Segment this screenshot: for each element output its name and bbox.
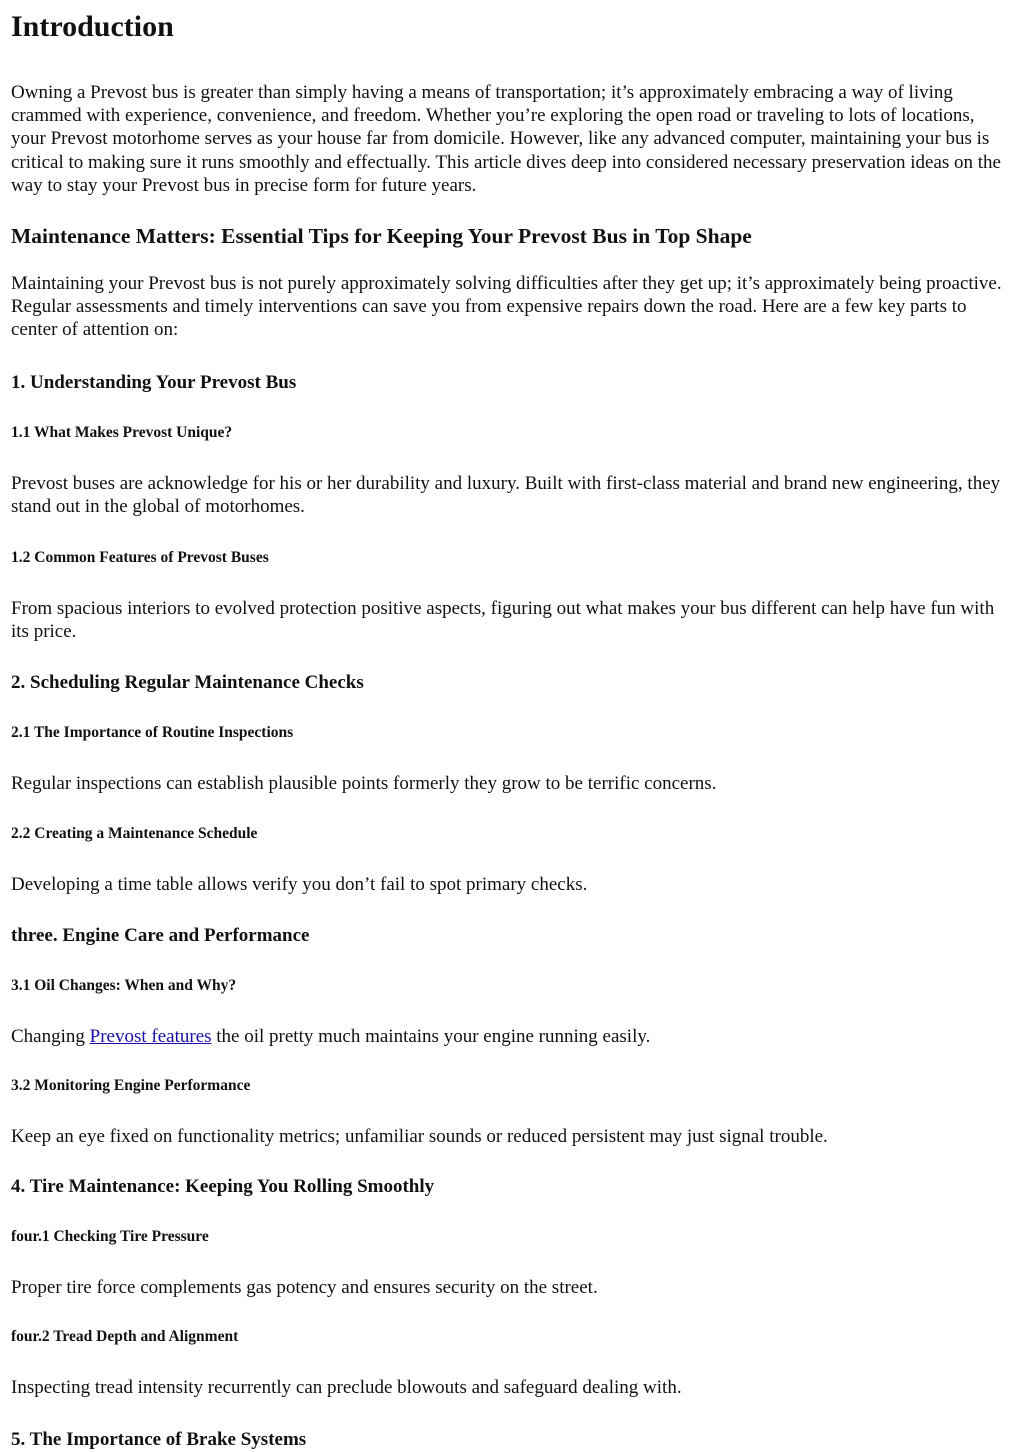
subsection-heading-1-2: 1.2 Common Features of Prevost Buses [11, 549, 269, 567]
section-heading-4: 4. Tire Maintenance: Keeping You Rolling Smoothly [11, 1176, 435, 1198]
prevost-features-link[interactable]: Prevost features [89, 1025, 212, 1047]
paragraph-1-2: From spacious interiors to evolved protection positive aspects, figuring out what makes your bus different can help have fun with its price. [11, 598, 995, 643]
article-subtitle: Maintenance Matters: Essential Tips for Keeping Your Prevost Bus in Top Shape [11, 224, 752, 249]
section-heading-5: 5. The Importance of Brake Systems [11, 1428, 307, 1450]
section-heading-1: 1. Understanding Your Prevost Bus [11, 371, 297, 393]
paragraph-3-1 [11, 1025, 1013, 1048]
subsection-heading-3-1: 3.1 Oil Changes: When and Why? [11, 976, 237, 994]
subsection-heading-2-1: 2.1 The Importance of Routine Inspections [11, 724, 294, 742]
intro-paragraph: Owning a Prevost bus is greater than simply having a means of transportation; it’s approximately embracing a way of living crammed with experience, convenience, and freedom. Whether you’re exploring the open road or traveling to lots of locations, your Prevost motorhome serves as your house far from domicile. However, like any advanced computer, maintaining your bus is critical to making sure it runs smoothly and effectually. This article dives deep into considered necessary preservation ideas on the way to stay your Prevost bus in precise form for future years. [11, 82, 1001, 196]
subsection-heading-4-1: four.1 Checking Tire Pressure [11, 1228, 209, 1246]
subsection-heading-2-2: 2.2 Creating a Maintenance Schedule [11, 824, 258, 842]
section-heading-2: 2. Scheduling Regular Maintenance Checks [11, 672, 364, 694]
paragraph-3-1-text-before: Changing [11, 1025, 90, 1047]
paragraph-2-1: Regular inspections can establish plausible points formerly they grow to be terrific concerns. [11, 773, 717, 795]
subtitle-paragraph: Maintaining your Prevost bus is not purely approximately solving difficulties after they get up; it’s approximately being proactive. Regular assessments and timely interventions can save you from expensive repairs down the road. Here are a few key parts to center of attention on: [11, 273, 1002, 341]
paragraph-2-2: Developing a time table allows verify you don’t fail to spot primary checks. [11, 873, 588, 895]
page-title: Introduction [11, 10, 174, 43]
paragraph-3-2: Keep an eye fixed on functionality metrics; unfamiliar sounds or reduced persistent may just signal trouble. [11, 1126, 828, 1148]
subsection-heading-1-1: 1.1 What Makes Prevost Unique? [11, 423, 233, 441]
paragraph-4-1: Proper tire force complements gas potency and ensures security on the street. [11, 1277, 598, 1299]
paragraph-1-1: Prevost buses are acknowledge for his or her durability and luxury. Built with first-class material and brand new engineering, they stand out in the global of motorhomes. [11, 472, 1001, 517]
paragraph-4-2: Inspecting tread intensity recurrently can preclude blowouts and safeguard dealing with. [11, 1377, 682, 1399]
subsection-heading-4-2: four.2 Tread Depth and Alignment [11, 1328, 239, 1346]
subsection-heading-3-2: 3.2 Monitoring Engine Performance [11, 1077, 251, 1095]
section-heading-3: three. Engine Care and Performance [11, 924, 310, 946]
paragraph-3-1-text-after: the oil pretty much maintains your engine running easily. [211, 1025, 651, 1047]
